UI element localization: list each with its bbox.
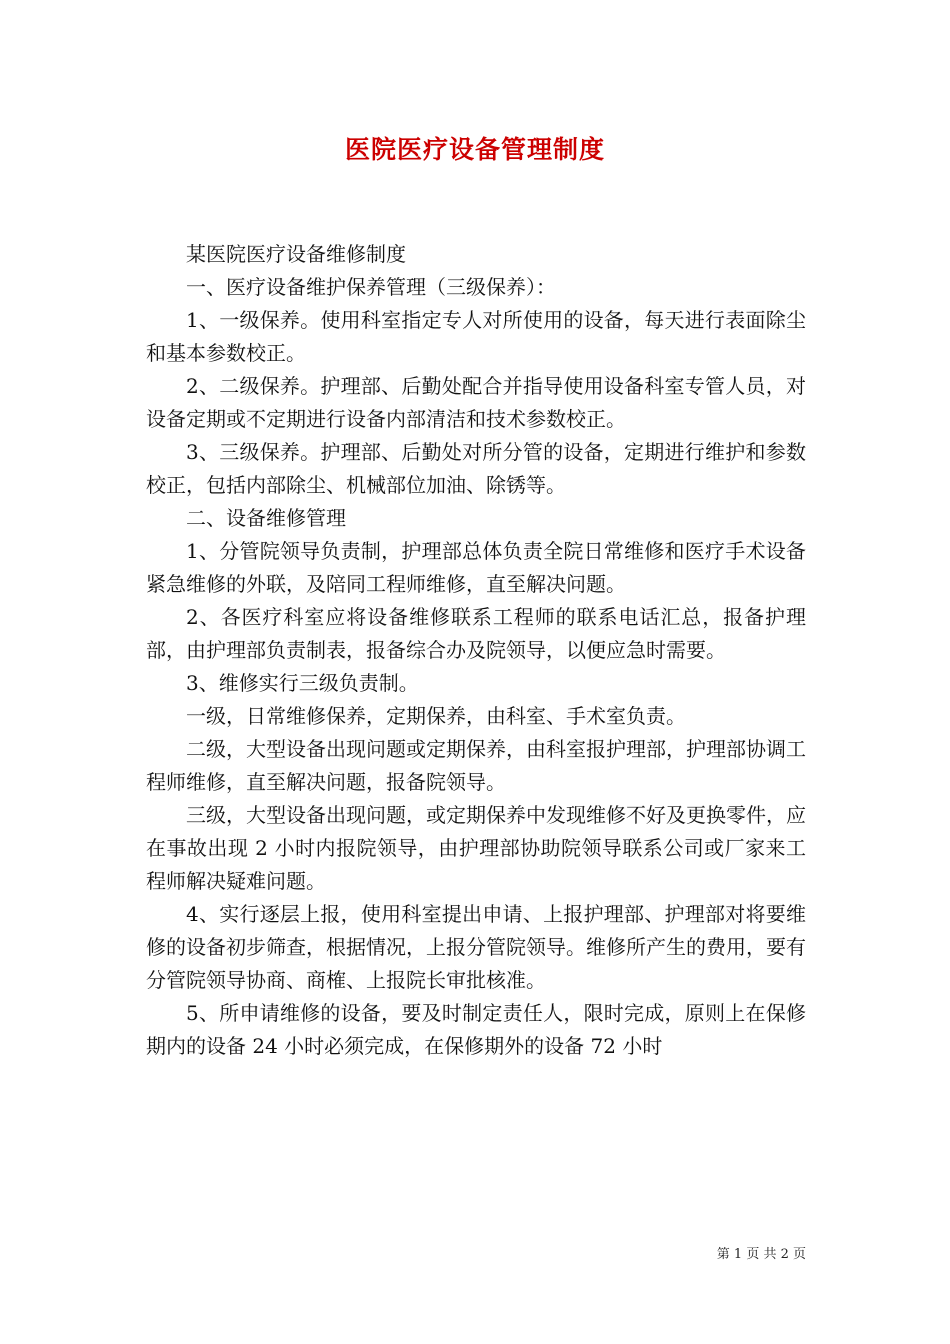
paragraph: 二、设备维修管理 bbox=[186, 506, 346, 530]
document-body bbox=[146, 238, 806, 1063]
paragraph: 二级，大型设备出现问题或定期保养，由科室报护理部，护理部协调工程师维修，直至解决问题，报备院领导。 bbox=[146, 737, 806, 794]
paragraph: 5、所申请维修的设备，要及时制定责任人，限时完成，原则上在保修期内的设备 24 小时必须完成，在保修期外的设备 72 小时 bbox=[146, 1001, 806, 1058]
paragraph: 1、分管院领导负责制，护理部总体负责全院日常维修和医疗手术设备紧急维修的外联，及陪同工程师维修，直至解决问题。 bbox=[146, 539, 806, 596]
paragraph: 2、二级保养。护理部、后勤处配合并指导使用设备科室专管人员，对设备定期或不定期进行设备内部清洁和技术参数校正。 bbox=[146, 374, 806, 431]
page-number: 第 1 页 共 2 页 bbox=[716, 1247, 806, 1262]
paragraph: 一、医疗设备维护保养管理（三级保养）： bbox=[186, 275, 556, 299]
paragraph: 3、维修实行三级负责制。 bbox=[186, 671, 419, 695]
paragraph: 某医院医疗设备维修制度 bbox=[186, 242, 406, 266]
paragraph: 2、各医疗科室应将设备维修联系工程师的联系电话汇总，报备护理部，由护理部负责制表，报备综合办及院领导，以便应急时需要。 bbox=[146, 605, 806, 662]
paragraph: 一级，日常维修保养，定期保养，由科室、手术室负责。 bbox=[186, 704, 686, 728]
paragraph: 三级，大型设备出现问题，或定期保养中发现维修不好及更换零件，应在事故出现 2 小时内报院领导，由护理部协助院领导联系公司或厂家来工程师解决疑难问题。 bbox=[146, 803, 806, 893]
document-title: 医院医疗设备管理制度 bbox=[344, 135, 605, 164]
paragraph: 4、实行逐层上报，使用科室提出申请、上报护理部、护理部对将要维修的设备初步筛查，根据情况，上报分管院领导。维修所产生的费用，要有分管院领导协商、商榷、上报院长审批核准。 bbox=[146, 902, 806, 992]
paragraph: 3、三级保养。护理部、后勤处对所分管的设备，定期进行维护和参数校正，包括内部除尘、机械部位加油、除锈等。 bbox=[146, 440, 806, 497]
paragraph: 1、一级保养。使用科室指定专人对所使用的设备，每天进行表面除尘和基本参数校正。 bbox=[146, 308, 806, 365]
